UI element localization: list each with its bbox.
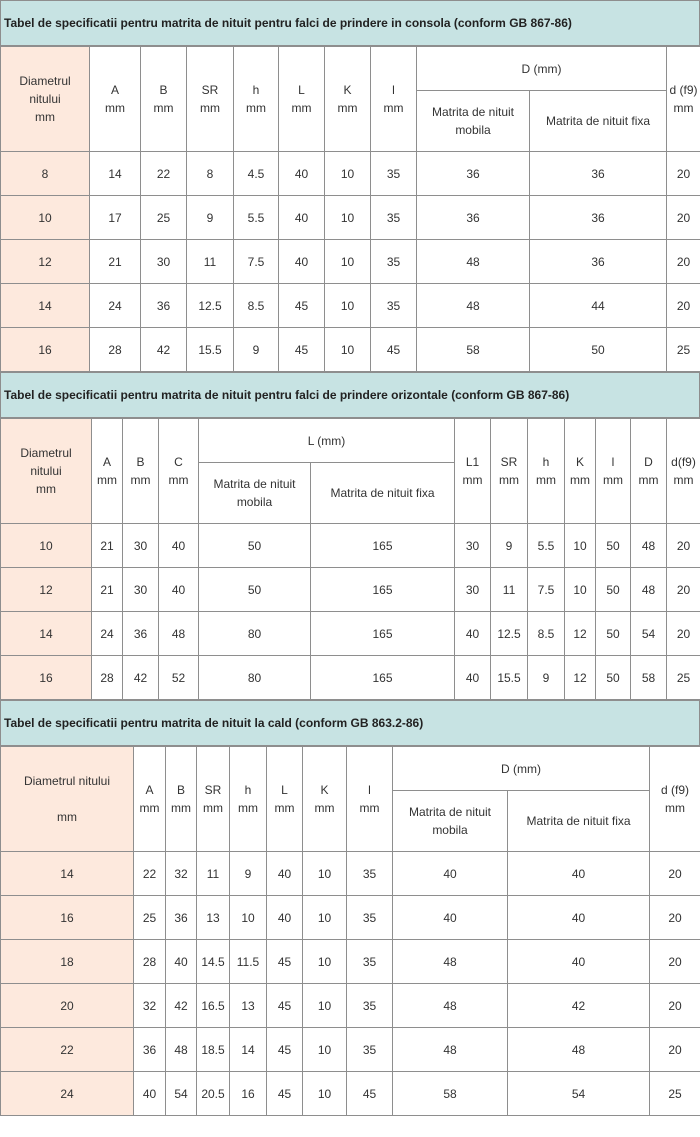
table-cell: 45 [267,984,303,1028]
table-cell: 80 [199,612,311,656]
table-cell: 50 [199,568,311,612]
header-d-f9: d(f9) mm [667,419,700,524]
table-cell: 28 [90,328,141,372]
table-cell: 18 [1,940,134,984]
table-cell: 30 [123,568,159,612]
header-row [1,419,700,463]
header-d-f9: d (f9) mm [650,747,700,852]
table-cell: 15.5 [491,656,528,700]
header-fixed-die: Matrita de nituit fixa [530,91,667,152]
header-k: K mm [325,47,371,152]
table-cell: 40 [279,240,325,284]
table-cell: 11.5 [230,940,267,984]
table-cell: 28 [92,656,123,700]
table-row [1,1028,700,1072]
table-cell: 45 [267,1072,303,1116]
table-cell: 36 [141,284,187,328]
table-cell: 48 [393,984,508,1028]
table-cell: 48 [393,1028,508,1072]
table-cell: 14 [90,152,141,196]
table-cell: 40 [455,612,491,656]
table-title: Tabel de specificatii pentru matrita de nituit pentru falci de prindere in consola (conform GB 867-86) [0,0,700,46]
table-cell: 40 [159,568,199,612]
header-mobile-die: Matrita de nituit mobila [393,791,508,852]
table-cell: 58 [631,656,667,700]
table-cell: 9 [234,328,279,372]
table-cell: 20 [667,196,700,240]
table-cell: 40 [166,940,197,984]
table-cell: 9 [230,852,267,896]
header-d: D mm [631,419,667,524]
table-cell: 22 [141,152,187,196]
table-cell: 45 [279,328,325,372]
table-cell: 14 [230,1028,267,1072]
table-cell: 54 [631,612,667,656]
header-fixed-die: Matrita de nituit fixa [508,791,650,852]
table-cell: 36 [417,196,530,240]
table-cell: 16 [1,896,134,940]
table-cell: 50 [596,656,631,700]
table-cell: 30 [455,524,491,568]
table-cell: 40 [393,852,508,896]
header-b: B mm [141,47,187,152]
spec-table [0,746,700,1116]
table-cell: 36 [530,196,667,240]
table-cell: 45 [279,284,325,328]
header-fixed-die: Matrita de nituit fixa [311,463,455,524]
header-h: h mm [230,747,267,852]
table-cell: 48 [417,240,530,284]
table-cell: 12 [565,612,596,656]
header-row [1,47,700,91]
table-cell: 20 [667,284,700,328]
table-cell: 25 [667,656,700,700]
header-k: K mm [303,747,347,852]
table-cell: 20 [667,612,700,656]
table-cell: 21 [92,568,123,612]
table-cell: 40 [455,656,491,700]
table-cell: 20 [650,940,700,984]
table-cell: 24 [90,284,141,328]
spec-table-1 [0,0,700,372]
table-title: Tabel de specificatii pentru matrita de nituit pentru falci de prindere orizontale (conform GB 867-86) [0,372,700,418]
table-cell: 42 [123,656,159,700]
header-group-d: D (mm) [393,747,650,791]
table-cell: 10 [565,568,596,612]
table-cell: 13 [197,896,230,940]
table-cell: 9 [491,524,528,568]
table-cell: 48 [166,1028,197,1072]
table-cell: 12.5 [187,284,234,328]
table-cell: 8.5 [528,612,565,656]
table-cell: 54 [166,1072,197,1116]
table-cell: 11 [197,852,230,896]
table-row [1,984,700,1028]
header-sr: SR mm [491,419,528,524]
table-row [1,612,700,656]
table-cell: 12.5 [491,612,528,656]
table-cell: 44 [530,284,667,328]
table-cell: 48 [631,568,667,612]
table-cell: 50 [199,524,311,568]
table-cell: 165 [311,612,455,656]
table-cell: 13 [230,984,267,1028]
table-cell: 7.5 [234,240,279,284]
table-row [1,284,700,328]
table-cell: 45 [267,1028,303,1072]
table-cell: 10 [303,896,347,940]
table-cell: 40 [508,896,650,940]
table-cell: 30 [455,568,491,612]
table-cell: 30 [141,240,187,284]
table-cell: 10 [230,896,267,940]
table-cell: 16 [1,656,92,700]
table-cell: 40 [267,852,303,896]
header-l1: L1 mm [455,419,491,524]
table-cell: 40 [393,896,508,940]
table-cell: 25 [667,328,700,372]
table-cell: 165 [311,568,455,612]
table-cell: 165 [311,524,455,568]
table-cell: 8.5 [234,284,279,328]
table-cell: 17 [90,196,141,240]
table-cell: 36 [530,240,667,284]
table-cell: 5.5 [528,524,565,568]
table-cell: 40 [279,196,325,240]
table-cell: 5.5 [234,196,279,240]
header-l-lower: l mm [371,47,417,152]
table-cell: 10 [303,984,347,1028]
table-cell: 35 [347,852,393,896]
table-cell: 42 [508,984,650,1028]
table-cell: 48 [508,1028,650,1072]
table-cell: 16 [230,1072,267,1116]
table-cell: 165 [311,656,455,700]
table-cell: 24 [1,1072,134,1116]
table-cell: 20.5 [197,1072,230,1116]
table-cell: 50 [596,524,631,568]
table-cell: 14 [1,284,90,328]
header-k: K mm [565,419,596,524]
table-cell: 9 [528,656,565,700]
table-cell: 9 [187,196,234,240]
table-cell: 30 [123,524,159,568]
table-cell: 15.5 [187,328,234,372]
table-cell: 28 [134,940,166,984]
table-cell: 12 [1,568,92,612]
table-cell: 40 [267,896,303,940]
table-cell: 40 [508,940,650,984]
table-cell: 10 [325,284,371,328]
header-h: h mm [234,47,279,152]
table-cell: 48 [417,284,530,328]
header-rivet-diameter: Diametrul nitului mm [1,747,134,852]
spec-table [0,418,700,700]
table-cell: 58 [417,328,530,372]
table-cell: 21 [90,240,141,284]
table-cell: 52 [159,656,199,700]
table-cell: 48 [631,524,667,568]
table-cell: 45 [267,940,303,984]
table-cell: 10 [303,940,347,984]
table-cell: 42 [166,984,197,1028]
header-d-f9: d (f9) mm [667,47,700,152]
table-cell: 7.5 [528,568,565,612]
header-l-lower: l mm [596,419,631,524]
header-a: A mm [92,419,123,524]
table-cell: 10 [325,196,371,240]
table-title: Tabel de specificatii pentru matrita de nituit la cald (conform GB 863.2-86) [0,700,700,746]
table-cell: 48 [393,940,508,984]
table-cell: 4.5 [234,152,279,196]
table-cell: 14.5 [197,940,230,984]
table-cell: 80 [199,656,311,700]
header-a: A mm [134,747,166,852]
table-cell: 32 [134,984,166,1028]
table-cell: 35 [347,940,393,984]
header-row [1,747,700,791]
table-cell: 25 [134,896,166,940]
table-cell: 22 [134,852,166,896]
table-cell: 35 [371,284,417,328]
header-rivet-diameter: Diametrul nitului mm [1,419,92,524]
table-row [1,656,700,700]
table-cell: 10 [325,328,371,372]
header-mobile-die: Matrita de nituit mobila [199,463,311,524]
table-cell: 10 [1,524,92,568]
table-cell: 50 [596,568,631,612]
header-mobile-die: Matrita de nituit mobila [417,91,530,152]
table-cell: 12 [565,656,596,700]
table-cell: 14 [1,612,92,656]
header-group-d: D (mm) [417,47,667,91]
header-sr: SR mm [197,747,230,852]
table-row [1,328,700,372]
table-cell: 24 [92,612,123,656]
table-cell: 10 [325,240,371,284]
table-cell: 25 [650,1072,700,1116]
table-row [1,152,700,196]
table-cell: 50 [596,612,631,656]
table-cell: 20 [667,524,700,568]
table-cell: 20 [650,984,700,1028]
table-cell: 14 [1,852,134,896]
table-cell: 20 [1,984,134,1028]
table-cell: 20 [667,152,700,196]
table-cell: 45 [347,1072,393,1116]
table-cell: 22 [1,1028,134,1072]
table-cell: 8 [187,152,234,196]
table-cell: 10 [1,196,90,240]
table-row [1,524,700,568]
table-cell: 35 [371,240,417,284]
table-cell: 50 [530,328,667,372]
table-row [1,1072,700,1116]
table-cell: 48 [159,612,199,656]
table-cell: 36 [417,152,530,196]
table-cell: 20 [650,1028,700,1072]
table-cell: 35 [371,152,417,196]
table-cell: 10 [303,1028,347,1072]
spec-table-2 [0,372,700,700]
table-cell: 20 [667,240,700,284]
table-cell: 21 [92,524,123,568]
table-cell: 36 [166,896,197,940]
spec-table-3 [0,700,700,1116]
table-cell: 35 [347,896,393,940]
table-cell: 20 [650,896,700,940]
table-cell: 54 [508,1072,650,1116]
table-row [1,852,700,896]
table-cell: 35 [371,196,417,240]
table-row [1,196,700,240]
header-rivet-diameter: Diametrul nitului mm [1,47,90,152]
table-cell: 10 [303,852,347,896]
header-sr: SR mm [187,47,234,152]
table-row [1,240,700,284]
table-cell: 40 [508,852,650,896]
table-cell: 10 [303,1072,347,1116]
table-cell: 18.5 [197,1028,230,1072]
header-c: C mm [159,419,199,524]
table-cell: 58 [393,1072,508,1116]
table-cell: 20 [650,852,700,896]
table-cell: 32 [166,852,197,896]
table-cell: 35 [347,1028,393,1072]
table-cell: 8 [1,152,90,196]
header-l-upper: L mm [267,747,303,852]
header-h: h mm [528,419,565,524]
table-cell: 16.5 [197,984,230,1028]
table-cell: 40 [279,152,325,196]
table-cell: 10 [565,524,596,568]
table-cell: 36 [530,152,667,196]
table-cell: 12 [1,240,90,284]
header-b: B mm [123,419,159,524]
header-l-upper: L mm [279,47,325,152]
table-cell: 42 [141,328,187,372]
table-row [1,896,700,940]
table-cell: 25 [141,196,187,240]
header-a: A mm [90,47,141,152]
table-row [1,940,700,984]
table-cell: 16 [1,328,90,372]
table-cell: 35 [347,984,393,1028]
spec-table [0,46,700,372]
table-row [1,568,700,612]
table-cell: 36 [123,612,159,656]
table-cell: 40 [134,1072,166,1116]
header-b: B mm [166,747,197,852]
header-l-lower: l mm [347,747,393,852]
table-cell: 10 [325,152,371,196]
table-cell: 40 [159,524,199,568]
table-cell: 36 [134,1028,166,1072]
table-cell: 45 [371,328,417,372]
header-group-l: L (mm) [199,419,455,463]
table-cell: 11 [187,240,234,284]
table-cell: 11 [491,568,528,612]
table-cell: 20 [667,568,700,612]
